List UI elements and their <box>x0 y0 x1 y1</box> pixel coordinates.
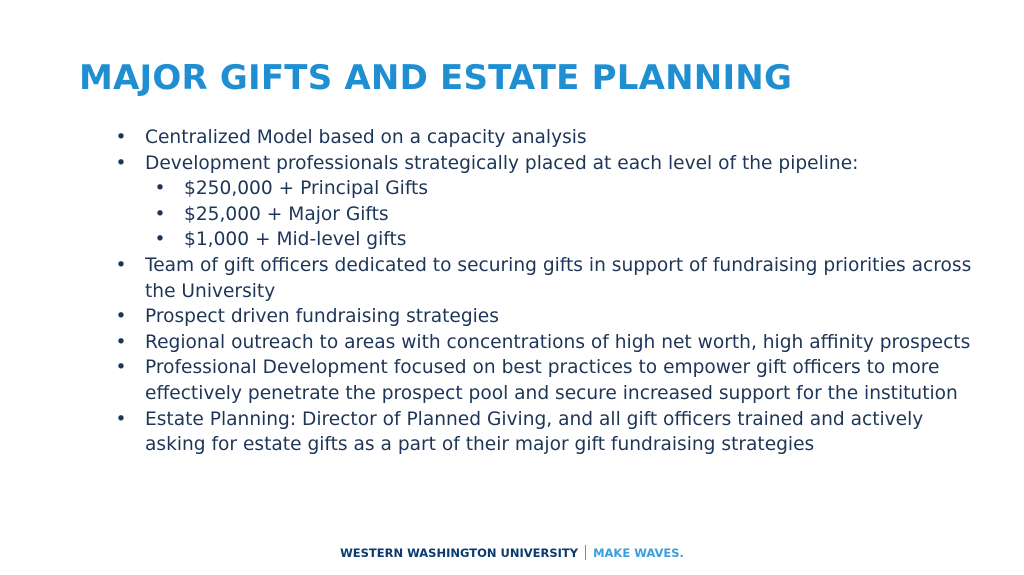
bullet-item <box>112 253 972 304</box>
bullet-text: Estate Planning: Director of Planned Giving, and all gift officers trained and actively asking for estate gifts as a part of their major gift fundraising strategies <box>145 408 924 456</box>
bullet-dot-icon: • <box>115 152 127 174</box>
sub-bullet-item <box>112 202 972 228</box>
sub-bullet-item <box>112 227 972 253</box>
bullet-dot-icon: • <box>154 178 166 200</box>
footer-tagline: MAKE WAVES. <box>593 546 684 560</box>
bullet-dot-icon: • <box>115 127 127 148</box>
bullet-list <box>112 125 972 458</box>
bullet-text: $25,000 + Major Gifts <box>184 203 389 225</box>
bullet-text: Centralized Model based on a capacity analysis <box>145 127 587 148</box>
bullet-text: $1,000 + Mid-level gifts <box>184 229 407 251</box>
bullet-dot-icon: • <box>154 203 166 225</box>
bullet-dot-icon: • <box>115 331 127 353</box>
bullet-item <box>112 407 972 458</box>
footer-university-name: WESTERN WASHINGTON UNIVERSITY <box>340 546 579 560</box>
bullet-item <box>112 330 972 356</box>
bullet-text: Prospect driven fundraising strategies <box>145 306 499 328</box>
bullet-dot-icon: • <box>115 306 127 328</box>
footer-divider <box>585 545 586 560</box>
bullet-dot-icon: • <box>154 229 166 251</box>
bullet-item <box>112 125 972 151</box>
bullet-text: $250,000 + Principal Gifts <box>184 178 429 200</box>
bullet-text: Regional outreach to areas with concentrations of high net worth, high affinity prospects <box>145 331 971 353</box>
bullet-text: Development professionals strategically placed at each level of the pipeline: <box>145 152 859 174</box>
slide-title: MAJOR GIFTS AND ESTATE PLANNING <box>79 58 793 98</box>
footer <box>0 545 1024 560</box>
bullet-dot-icon: • <box>115 357 127 379</box>
sub-bullet-item <box>112 176 972 202</box>
bullet-text: Professional Development focused on best practices to empower gift officers to more effectively penetrate the prospect pool and secure increased support for the institution <box>145 357 958 404</box>
bullet-dot-icon: • <box>115 254 127 276</box>
bullet-dot-icon: • <box>115 408 127 430</box>
bullet-item <box>112 151 972 177</box>
bullet-item <box>112 355 972 406</box>
bullet-text: Team of gift officers dedicated to securing gifts in support of fundraising priorities across the University <box>145 254 972 302</box>
bullet-item <box>112 304 972 330</box>
